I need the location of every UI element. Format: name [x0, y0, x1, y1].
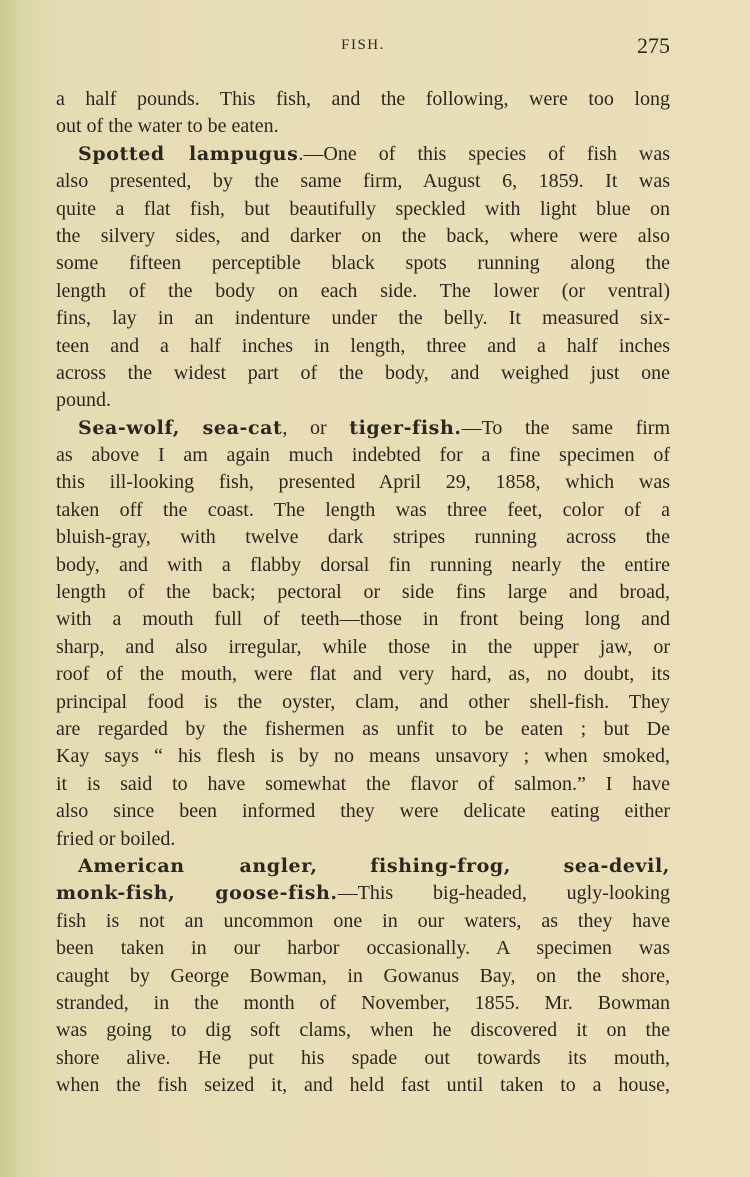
- text-line: [56, 935, 670, 962]
- text-run: [511, 855, 564, 877]
- text-run: —This big-headed, ugly-looking: [337, 882, 671, 905]
- text-line: [56, 278, 670, 305]
- text-run: body, and with a flabby dorsal fin running nearly the entire: [56, 553, 670, 576]
- text-line: [56, 196, 670, 223]
- species-heading: sea-devil,: [563, 854, 671, 877]
- body-text: [56, 86, 670, 1099]
- text-line: [56, 990, 670, 1017]
- text-line: [56, 963, 670, 990]
- text-line: [56, 86, 670, 113]
- text-run: a half pounds. This fish, and the following, were too long: [56, 88, 670, 110]
- species-heading: monk-fish,: [56, 882, 176, 905]
- text-line: [56, 1045, 670, 1072]
- text-line: [56, 634, 670, 661]
- text-line: [56, 442, 670, 469]
- text-run: was going to dig soft clams, when he discovered it on the: [56, 1019, 670, 1042]
- text-run: across the widest part of the body, and weighed just one: [56, 361, 670, 384]
- running-head: [56, 33, 670, 63]
- text-line: [56, 689, 670, 716]
- text-run: teen and a half inches in length, three and a half inches: [56, 334, 670, 357]
- text-line: [56, 798, 670, 825]
- species-heading: Sea-wolf,: [78, 416, 181, 439]
- text-line: [56, 469, 670, 496]
- text-line: [56, 333, 670, 360]
- text-run: fried or boiled.: [56, 827, 176, 850]
- text-run: —To the same firm: [461, 416, 670, 439]
- species-heading: American angler,: [78, 854, 318, 877]
- text-line: [56, 497, 670, 524]
- text-run: fins, lay in an indenture under the belly. It measured six-: [56, 307, 670, 330]
- text-line: [56, 908, 670, 935]
- text-run: also since been informed they were delicate eating either: [56, 800, 670, 823]
- running-title: FISH.: [341, 37, 385, 53]
- text-run: with a mouth full of teeth—those in front being long and: [56, 608, 670, 631]
- text-line: [56, 661, 670, 688]
- text-run: taken off the coast. The length was three feet, color of a: [56, 498, 670, 521]
- text-run: shore alive. He put his spade out towards its mouth,: [56, 1046, 670, 1069]
- text-run: this ill-looking fish, presented April 29, 1858, which was: [56, 471, 670, 494]
- text-run: [175, 882, 215, 904]
- text-run: the silvery sides, and darker on the back, where were also: [56, 224, 670, 247]
- text-run: principal food is the oyster, clam, and other shell-fish. They: [56, 690, 670, 713]
- text-run: some fifteen perceptible black spots running along the: [56, 252, 670, 275]
- text-line: [56, 223, 670, 250]
- page-number: 275: [637, 33, 670, 58]
- text-run: quite a flat fish, but beautifully speckled with light blue on: [56, 197, 670, 220]
- text-run: stranded, in the month of November, 1855. Mr. Bowman: [56, 991, 670, 1014]
- text-line: [56, 250, 670, 277]
- text-line: [56, 387, 670, 414]
- species-heading: tiger-fish.: [349, 416, 462, 439]
- text-run: roof of the mouth, were flat and very hard, as, no doubt, its: [56, 663, 670, 686]
- text-run: [318, 855, 371, 877]
- species-heading: fishing-frog,: [370, 854, 511, 877]
- text-line: [56, 743, 670, 770]
- text-run: when the fish seized it, and held fast until taken to a house,: [56, 1074, 670, 1097]
- text-run: as above I am again much indebted for a fine specimen of: [56, 444, 670, 467]
- species-heading: goose-fish.: [215, 882, 338, 905]
- text-line: [56, 360, 670, 387]
- text-run: fish is not an uncommon one in our waters, as they have: [56, 909, 670, 932]
- text-line: [56, 141, 670, 168]
- text-line: [56, 552, 670, 579]
- text-line: [56, 606, 670, 633]
- text-line: [56, 853, 670, 880]
- text-run: also presented, by the same firm, August 6, 1859. It was: [56, 170, 670, 193]
- text-run: been taken in our harbor occasionally. A specimen was: [56, 937, 670, 960]
- species-heading: Spotted lampugus: [78, 142, 299, 165]
- text-line: [56, 1072, 670, 1099]
- text-run: length of the body on each side. The lower (or ventral): [56, 279, 670, 302]
- text-run: bluish-gray, with twelve dark stripes running across the: [56, 526, 670, 549]
- text-run: out of the water to be eaten.: [56, 115, 279, 138]
- text-run: caught by George Bowman, in Gowanus Bay, on the shore,: [56, 964, 670, 987]
- text-line: [56, 579, 670, 606]
- text-run: length of the back; pectoral or side fins large and broad,: [56, 581, 670, 604]
- text-line: [56, 415, 670, 442]
- text-run: , or: [282, 416, 350, 439]
- text-line: [56, 771, 670, 798]
- text-line: [56, 113, 670, 140]
- text-line: [56, 1017, 670, 1044]
- text-run: sharp, and also irregular, while those in the upper jaw, or: [56, 635, 670, 658]
- species-heading: sea-cat: [202, 416, 283, 439]
- text-run: pound.: [56, 389, 111, 412]
- text-run: Kay says “ his flesh is by no means unsavory ; when smoked,: [56, 745, 670, 768]
- text-line: [56, 880, 670, 907]
- text-line: [56, 716, 670, 743]
- text-run: .—One of this species of fish was: [298, 142, 670, 165]
- text-line: [56, 826, 670, 853]
- text-line: [56, 305, 670, 332]
- text-run: [180, 417, 203, 439]
- text-run: are regarded by the fishermen as unfit to be eaten ; but De: [56, 717, 670, 740]
- text-line: [56, 168, 670, 195]
- text-run: it is said to have somewhat the flavor of salmon.” I have: [56, 772, 670, 795]
- text-line: [56, 524, 670, 551]
